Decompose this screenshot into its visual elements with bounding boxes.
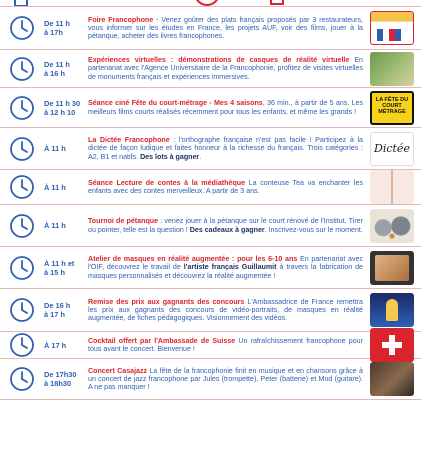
market-stall-illustration [370, 11, 414, 45]
event-time [44, 99, 88, 117]
event-thumbnail [369, 332, 421, 358]
event-title: Foire Francophone [88, 15, 154, 24]
petanque-balls-photo [370, 209, 414, 243]
dictee-logo: Dictée [370, 132, 414, 166]
event-highlight: Des cadeaux à gagner [189, 225, 265, 234]
event-time-line: À 11 h [44, 144, 66, 153]
event-description [88, 364, 369, 395]
event-text: , 36 min., à partir de 5 ans. Les meilleurs films courts réalisés récemment pour tous les enfants, et même les grands ! [88, 99, 363, 116]
event-title: Cocktail offert par l'Ambassade de Suisse [88, 336, 236, 345]
event-time-line: De 11 h [44, 19, 70, 28]
clock-icon [0, 213, 44, 239]
event-thumbnail [369, 170, 421, 204]
event-time [44, 183, 88, 192]
event-time-line: De 16 h [44, 301, 71, 310]
event-title: La Dictée Francophone [88, 136, 170, 145]
event-text: - Venez goûter des plats français proposés par 3 restaurateurs, vous informer sur les études en France, les projets AUF, voir des films, jouer à la pétanque, acheter des livres francophones. [88, 15, 364, 41]
book-illustration [370, 170, 414, 204]
event-row [0, 128, 421, 170]
event-thumbnail [369, 88, 421, 127]
event-row [0, 170, 421, 205]
event-time-line: à 17h [44, 28, 63, 37]
event-time [44, 144, 88, 153]
event-time-line: De 11 h 30 [44, 98, 81, 108]
event-time [44, 60, 88, 78]
event-thumbnail [369, 7, 421, 49]
event-time-line: À 11 h et [44, 258, 75, 268]
event-time-line: à 18h30 [44, 379, 72, 388]
event-highlight: l'artiste français Guillaumit [183, 263, 277, 272]
event-description [88, 53, 369, 84]
event-thumbnail [369, 247, 421, 288]
vr-headset-photo [370, 52, 414, 86]
fete-du-court-metrage-logo: LA FÊTE DU COURT MÉTRAGE [370, 91, 414, 125]
event-text: : l'orthographe française n'est pas facile ! Participez à la dictée de façon ludique et faites honneur à la richesse du français. Trois catégories : A2, B1 et natifs. [88, 136, 363, 161]
map-icon-partial [270, 0, 284, 5]
event-list [0, 6, 421, 400]
event-description [88, 133, 369, 164]
event-description [88, 176, 369, 199]
event-text: La conteuse Tea va enchanter les enfants avec des contes merveilleux. A partir de 3 ans. [88, 178, 363, 195]
event-title: Tournoi de pétanque [88, 217, 159, 226]
clock-icon [0, 366, 44, 392]
event-text: . [199, 152, 202, 161]
event-text: . Inscrivez-vous sur le moment. [264, 225, 363, 234]
clock-icon [0, 136, 44, 162]
event-time [44, 19, 88, 37]
event-row [0, 205, 421, 247]
event-description [88, 295, 369, 326]
event-time-line: À 17 h [44, 340, 67, 350]
clock-icon [0, 174, 44, 200]
award-ceremony-photo [370, 293, 414, 327]
event-description [88, 96, 369, 119]
event-row [0, 289, 421, 332]
event-highlight: Des lots à gagner [140, 152, 200, 161]
event-text: En partenariat avec l'Agence Universitaire de la Francophonie, profitez de visites virtuelles de monuments français et expériences immersives. [88, 56, 363, 81]
event-description [88, 252, 369, 283]
event-time-line: De 17h30 [44, 370, 77, 379]
event-description [88, 13, 369, 44]
event-thumbnail [369, 205, 421, 246]
clock-icon [0, 297, 44, 323]
event-description [88, 214, 369, 237]
event-row [0, 6, 421, 50]
event-time-line: À 11 h [44, 221, 66, 230]
event-time [44, 370, 88, 388]
jazz-band-photo [370, 362, 414, 396]
event-title: Atelier de masques en réalité augmentée : pour les 6-10 ans [88, 255, 298, 264]
clock-icon [0, 95, 44, 121]
event-title: Séance ciné Fête du court-métrage - Mes 4 saisons [88, 99, 263, 108]
event-time [44, 259, 88, 277]
event-title: Expériences virtuelles : démonstrations de casques de réalité virtuelle [88, 56, 350, 65]
event-text: La fête de la francophonie finit en musique et en chansons grâce à un concert de jazz francophone par Jules (trompette), Peter (batterie) et Mod (guitare). A ne pas manquer ! [88, 366, 363, 392]
event-text: En partenariat avec l'OIF, découvrez le travail de [88, 255, 363, 272]
event-thumbnail [369, 50, 421, 87]
event-row [0, 247, 421, 289]
clock-icon [0, 332, 44, 358]
event-row [0, 50, 421, 88]
event-time-line: à 16 h [44, 68, 65, 78]
event-time [44, 341, 88, 350]
clock-icon [0, 56, 44, 82]
event-time-line: À 11 h [44, 182, 66, 192]
event-title: Remise des prix aux gagnants des concours [88, 297, 245, 306]
event-text: L'Ambassadrice de France remettra les prix aux gagnants des concours de vidéo-portraits, de masques en réalité augmentée, de fiches pédagogiques. Visionnement des vidéos. [88, 297, 363, 323]
event-text: Un rafraîchissement francophone pour tous avant le concert. Bienvenue ! [88, 336, 363, 353]
event-time-line: De 11 h [44, 59, 70, 69]
clock-icon [0, 255, 44, 281]
event-thumbnail [369, 289, 421, 331]
ar-mask-phone-photo [370, 251, 414, 285]
event-row [0, 88, 421, 128]
event-title: Concert Casajazz [88, 366, 148, 375]
swiss-flag [370, 328, 414, 362]
event-time-line: à 15 h [44, 267, 65, 277]
event-thumbnail [369, 128, 421, 169]
event-time-line: à 17 h [44, 310, 65, 319]
event-text: : venez jouer à la pétanque sur le court rénové de l'Institut. Tirer ou pointer, telle est la question ! [88, 217, 363, 234]
clock-icon [0, 15, 44, 41]
event-text: à travers la fabrication de masques personnalisés et découvrez la réalité augmentée ! [88, 263, 364, 280]
event-row [0, 359, 421, 400]
event-time [44, 301, 88, 319]
event-time-line: à 12 h 10 [44, 107, 76, 117]
event-time [44, 221, 88, 230]
event-thumbnail [369, 359, 421, 399]
event-description [88, 334, 369, 357]
event-row [0, 332, 421, 359]
event-title: Séance Lecture de contes à la médiathèque [88, 178, 246, 187]
